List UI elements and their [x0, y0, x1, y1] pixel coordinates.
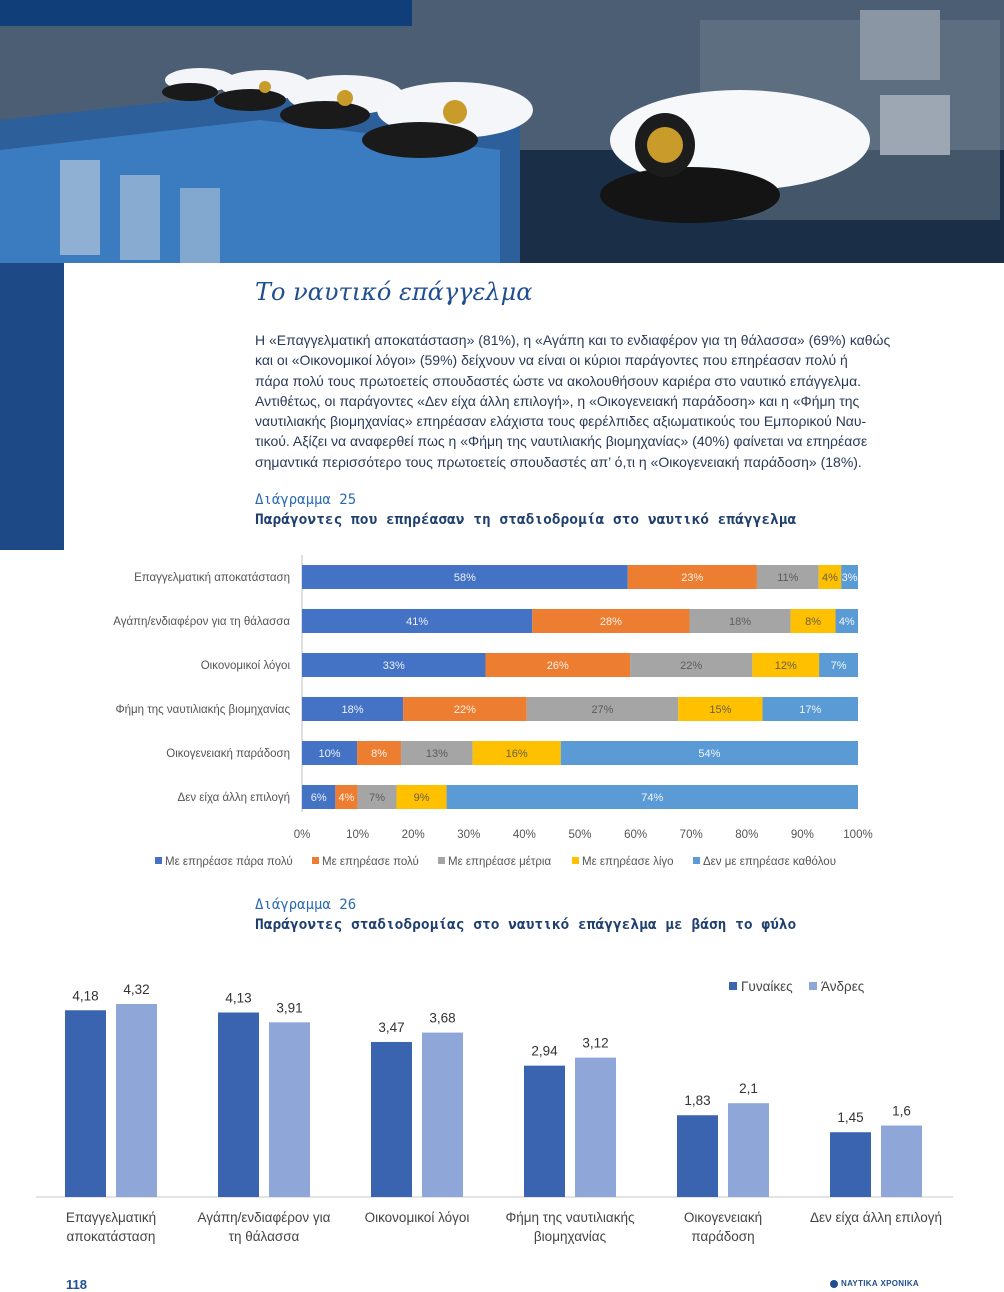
data-label: 4,13 [225, 990, 252, 1006]
legend-swatch [312, 857, 319, 864]
diagram26-label: Διάγραμμα 26 [255, 897, 357, 913]
x-tick-label: 50% [568, 829, 592, 841]
legend-label: Με επηρέασε πολύ [322, 856, 419, 868]
data-label: 13% [425, 748, 448, 760]
category-label: Φήμη της ναυτιλιακής [505, 1210, 635, 1225]
data-label: 4% [838, 616, 855, 628]
bar [830, 1132, 871, 1197]
section-title: Το ναυτικό επάγγελμα [255, 278, 533, 306]
intro-line: Η «Επαγγελματική αποκατάσταση» (81%), η «Αγάπη και το ενδιαφέρον για τη θάλασσα» (69%) καθώς [255, 332, 891, 348]
data-label: 9% [413, 792, 430, 804]
data-label: 22% [680, 660, 703, 672]
data-label: 41% [406, 616, 429, 628]
data-label: 23% [681, 572, 704, 584]
legend-label: Δεν με επηρέασε καθόλου [703, 856, 836, 868]
grouped-bar-chart [0, 955, 1004, 1255]
legend-label: Άνδρες [821, 979, 865, 994]
data-label: 2,94 [531, 1043, 558, 1059]
bar [728, 1103, 769, 1197]
category-label: Οικονομικοί λόγοι [200, 660, 290, 672]
data-label: 16% [505, 748, 528, 760]
bar [677, 1115, 718, 1197]
data-label: 18% [341, 704, 364, 716]
x-tick-label: 20% [401, 829, 425, 841]
hero-photo [0, 0, 1004, 263]
x-tick-label: 60% [624, 829, 648, 841]
x-tick-label: 10% [346, 829, 370, 841]
data-label: 15% [709, 704, 732, 716]
category-label: Αγάπη/ενδιαφέρον για τη θάλασσα [113, 616, 290, 628]
legend-swatch [155, 857, 162, 864]
legend-label: Με επηρέασε πάρα πολύ [165, 856, 293, 868]
data-label: 8% [371, 748, 388, 760]
legend-swatch [729, 982, 737, 990]
bar [422, 1033, 463, 1197]
intro-line: πάρα πολύ τους πρωτοετείς σπουδαστές ώστε να ακολουθήσουν καριέρα στο ναυτικό επάγγελμα. [255, 372, 862, 389]
bar [881, 1126, 922, 1197]
diagram26-title: Παράγοντες σταδιοδρομίας στο ναυτικό επάγγελμα με βάση το φύλο [255, 917, 797, 933]
data-label: 4% [821, 572, 838, 584]
category-label: Δεν είχα άλλη επιλογή [809, 1210, 943, 1225]
bar [524, 1066, 565, 1197]
intro-line: Αντιθέτως, οι παράγοντες «Δεν είχα άλλη επιλογή», η «Οικογενειακή παράδοση» και η «Φήμη της [255, 392, 860, 409]
intro-line: ναυτιλιακής βιομηχανίας» επηρέασαν ελάχιστα τους φερέλπιδες αξιωματικούς του Εμπορικού Ναυ- [255, 413, 867, 430]
category-label: Επαγγελματική αποκατάσταση [134, 572, 290, 584]
stacked-bar-chart [0, 550, 1004, 880]
brand-icon [830, 1280, 838, 1288]
category-label: Δεν είχα άλλη επιλογή [177, 792, 290, 804]
x-tick-label: 100% [843, 829, 873, 841]
data-label: 18% [729, 616, 752, 628]
x-tick-label: 30% [457, 829, 481, 841]
legend-swatch [693, 857, 700, 864]
data-label: 3,12 [582, 1035, 609, 1051]
legend-label: Με επηρέασε μέτρια [448, 856, 552, 868]
sidebar-bar [0, 263, 64, 550]
category-label: Επαγγελματική [65, 1210, 157, 1225]
data-label: 8% [805, 616, 822, 628]
data-label: 2,1 [739, 1081, 758, 1097]
data-label: 27% [591, 704, 614, 716]
x-tick-label: 0% [293, 829, 311, 841]
legend-swatch [809, 982, 817, 990]
category-label: Φήμη της ναυτιλιακής βιομηχανίας [115, 704, 290, 716]
intro-line: τικού. Αξίζει να αναφερθεί πως η «Φήμη της ναυτιλιακής βιομηχανίας» (40%) φαίνεται να επηρέασε [255, 433, 868, 450]
data-label: 33% [382, 660, 405, 672]
category-label: βιομηχανίας [533, 1229, 607, 1244]
bar [371, 1042, 412, 1197]
x-tick-label: 80% [735, 829, 759, 841]
category-label: Οικογενειακή [683, 1210, 763, 1225]
category-label: Οικογενειακή παράδοση [166, 748, 290, 760]
data-label: 28% [599, 616, 622, 628]
data-label: 6% [310, 792, 327, 804]
intro-line: και οι «Οικονομικοί λόγοι» (59%) δείχνουν να είναι οι κύριοι παράγοντες που επηρέασαν πολύ ή [255, 352, 848, 369]
category-label: τη θάλασσα [228, 1229, 300, 1244]
data-label: 4% [338, 792, 355, 804]
diagram25-title: Παράγοντες που επηρέασαν τη σταδιοδρομία στο ναυτικό επάγγελμα [255, 512, 797, 528]
data-label: 1,6 [892, 1103, 911, 1119]
data-label: 1,83 [684, 1093, 711, 1109]
bar [218, 1012, 259, 1197]
page-number: 118 [66, 1277, 87, 1292]
data-label: 1,45 [837, 1110, 864, 1126]
hero-illustration [0, 0, 1004, 263]
data-label: 7% [369, 792, 386, 804]
category-label: Οικονομικοί λόγοι [364, 1210, 470, 1225]
bar [575, 1058, 616, 1197]
bar [116, 1004, 157, 1197]
legend-swatch [572, 857, 579, 864]
category-label: αποκατάσταση [66, 1229, 156, 1244]
data-label: 12% [774, 660, 797, 672]
bar [65, 1010, 106, 1197]
data-label: 3,68 [429, 1010, 456, 1026]
data-label: 11% [777, 572, 799, 584]
data-label: 74% [641, 792, 664, 804]
intro-line: σημαντικά περισσότερο τους πρωτοετείς σπουδαστές απ’ ό,τι η «Οικογενειακή παράδοση» (18%). [255, 453, 862, 470]
bar [269, 1022, 310, 1197]
header-tab [0, 0, 412, 26]
data-label: 4,32 [123, 982, 150, 997]
data-label: 17% [799, 704, 822, 716]
data-label: 3% [841, 572, 858, 584]
data-label: 22% [453, 704, 476, 716]
data-label: 26% [546, 660, 569, 672]
category-label: παράδοση [691, 1229, 755, 1244]
category-label: Αγάπη/ενδιαφέρον για [197, 1210, 331, 1225]
brand-name: ΝΑΥΤΙΚΑ ΧΡΟΝΙΚΑ [841, 1279, 919, 1288]
legend-label: Με επηρέασε λίγο [582, 856, 674, 868]
intro-paragraph [255, 330, 909, 472]
diagram25-label: Διάγραμμα 25 [255, 492, 357, 508]
data-label: 58% [453, 572, 476, 584]
legend-swatch [438, 857, 445, 864]
x-tick-label: 70% [679, 829, 703, 841]
data-label: 54% [698, 748, 721, 760]
data-label: 7% [830, 660, 847, 672]
x-tick-label: 40% [512, 829, 536, 841]
x-tick-label: 90% [790, 829, 814, 841]
data-label: 4,18 [72, 988, 99, 1004]
data-label: 3,91 [276, 1000, 303, 1016]
data-label: 3,47 [378, 1019, 405, 1035]
data-label: 10% [318, 748, 341, 760]
legend-label: Γυναίκες [741, 979, 793, 994]
brand-logo [830, 1279, 919, 1288]
